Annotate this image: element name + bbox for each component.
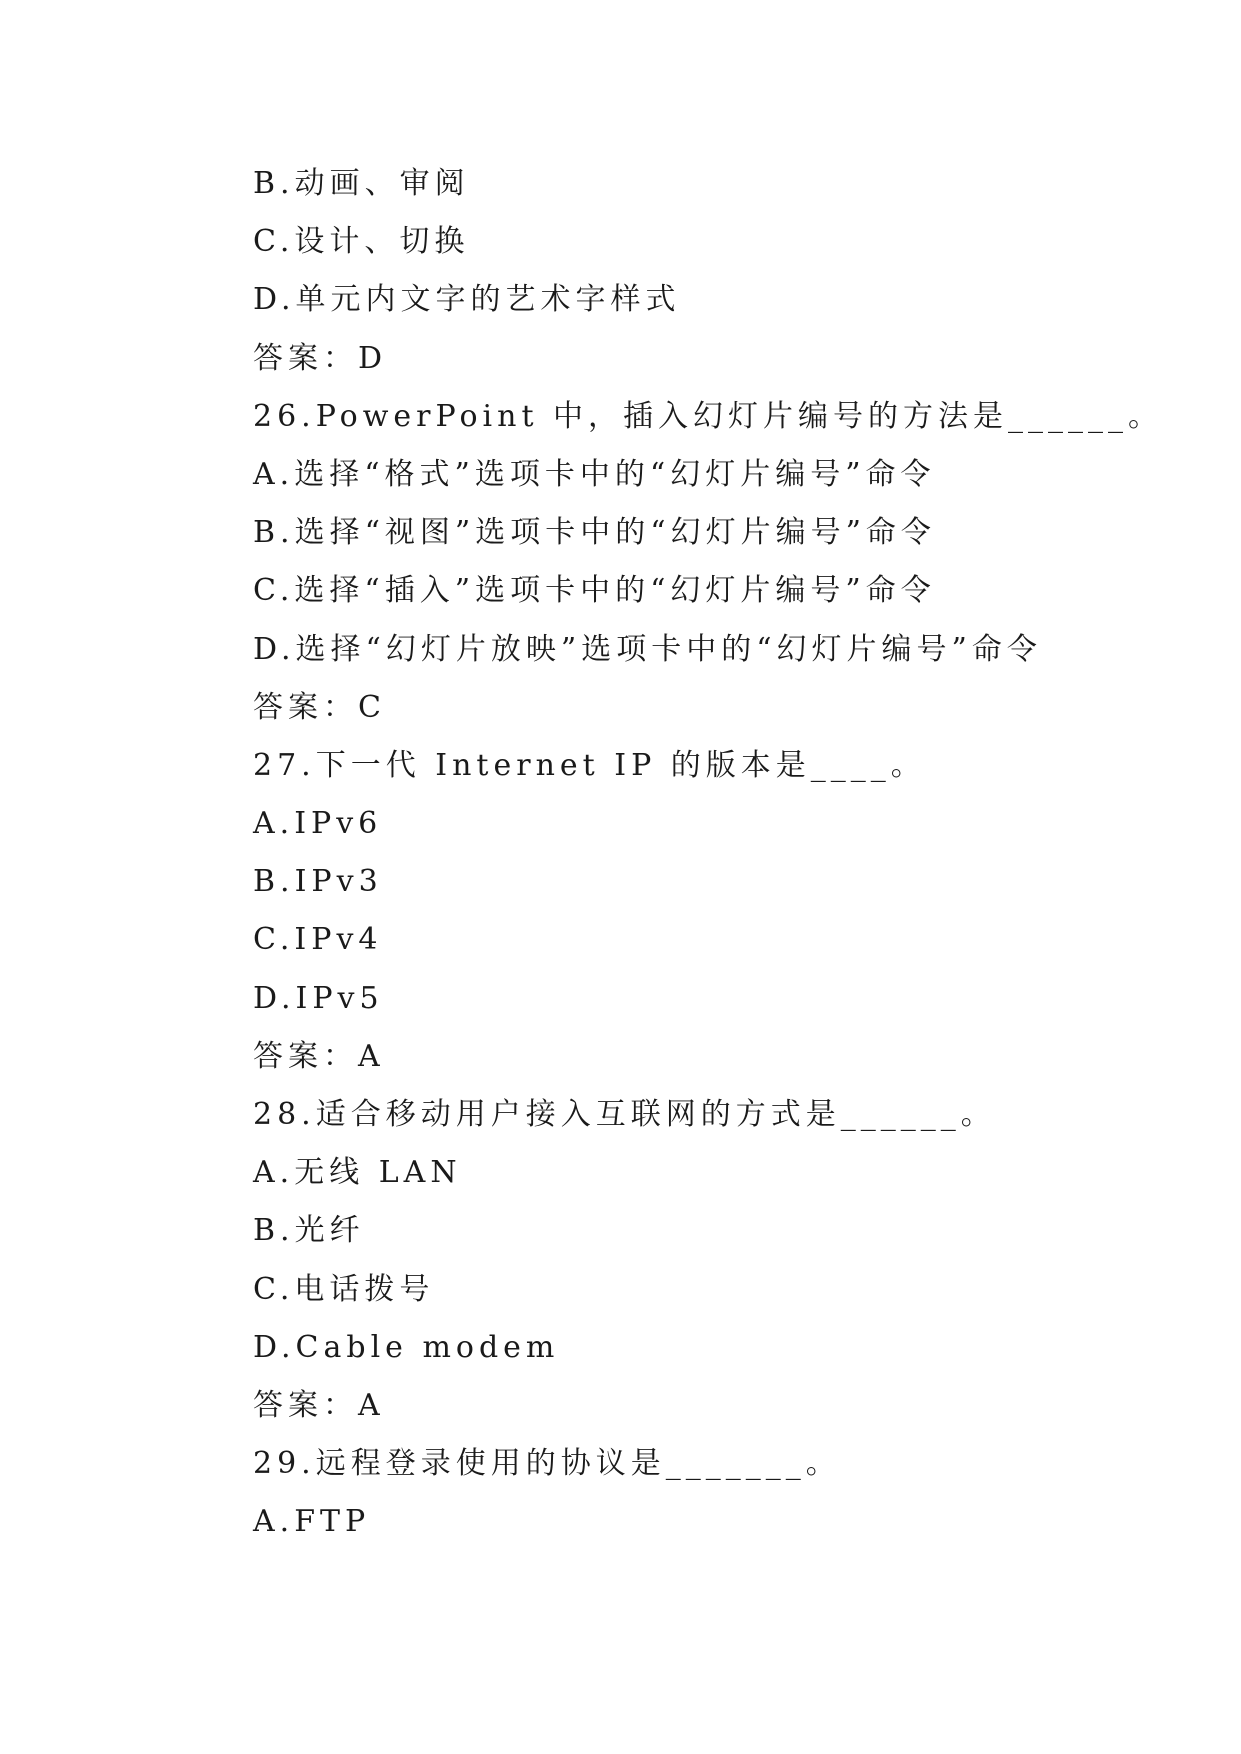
option-27-c: C.IPv4	[253, 922, 383, 958]
option-25-b: B.动画、审阅	[253, 166, 470, 201]
option-28-d: D.Cable modem	[253, 1329, 560, 1365]
option-28-b: B.光纤	[253, 1213, 365, 1249]
answer-26: 答案：C	[253, 689, 386, 725]
option-26-d: D.选择“幻灯片放映”选项卡中的“幻灯片编号”命令	[253, 631, 1042, 667]
option-26-a: A.选择“格式”选项卡中的“幻灯片编号”命令	[253, 456, 936, 492]
option-27-a: A.IPv6	[253, 806, 383, 842]
question-list	[253, 155, 1164, 1552]
option-25-c: C.设计、切换	[253, 224, 470, 260]
option-28-a: A.无线 LAN	[253, 1155, 462, 1191]
question-27: 27.下一代 Internet IP 的版本是____。	[253, 747, 926, 783]
question-26: 26.PowerPoint 中，插入幻灯片编号的方法是______。	[253, 398, 1164, 434]
option-27-d: D.IPv5	[253, 980, 384, 1016]
question-29: 29.远程登录使用的协议是_______。	[253, 1446, 841, 1482]
option-27-b: B.IPv3	[253, 864, 383, 900]
answer-27: 答案：A	[253, 1038, 385, 1074]
option-29-a: A.FTP	[253, 1504, 371, 1540]
answer-25: 答案：D	[253, 340, 388, 376]
answer-28: 答案：A	[253, 1387, 385, 1423]
option-26-b: B.选择“视图”选项卡中的“幻灯片编号”命令	[253, 515, 936, 551]
option-26-c: C.选择“插入”选项卡中的“幻灯片编号”命令	[253, 573, 936, 609]
option-28-c: C.电话拨号	[253, 1271, 435, 1307]
question-28: 28.适合移动用户接入互联网的方式是______。	[253, 1097, 996, 1132]
option-25-d: D.单元内文字的艺术字样式	[253, 282, 681, 318]
